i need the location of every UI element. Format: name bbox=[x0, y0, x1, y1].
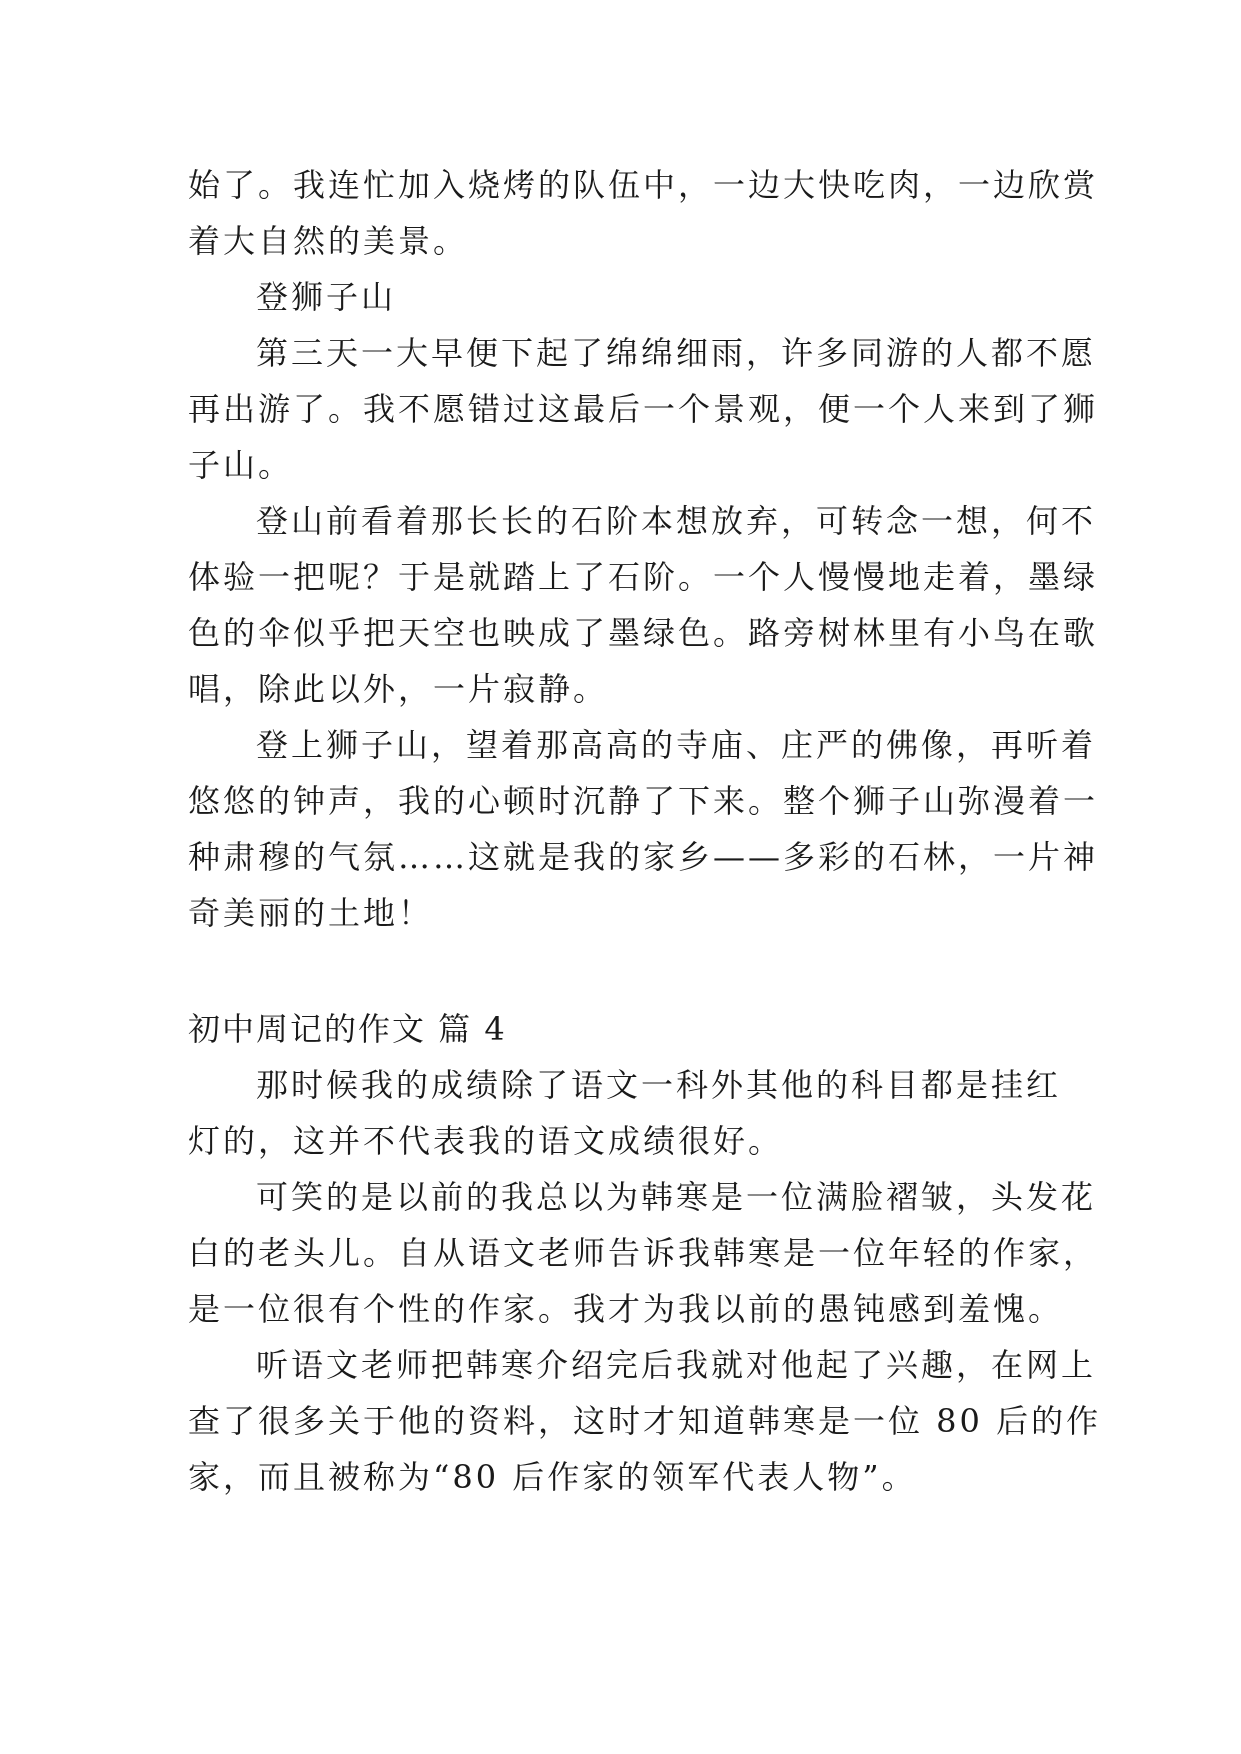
paragraph-line: 始了。我连忙加入烧烤的队伍中，一边大快吃肉，一边欣赏 bbox=[188, 166, 1099, 204]
paragraph-line: 登山前看着那长长的石阶本想放弃，可转念一想，何不 bbox=[256, 502, 1097, 540]
paragraph-line: 可笑的是以前的我总以为韩寒是一位满脸褶皱，头发花 bbox=[256, 1178, 1097, 1216]
paragraph-line: 唱，除此以外，一片寂静。 bbox=[188, 670, 609, 708]
paragraph-line: 听语文老师把韩寒介绍完后我就对他起了兴趣，在网上 bbox=[256, 1346, 1097, 1384]
paragraph-line: 查了很多关于他的资料，这时才知道韩寒是一位 80 后的作 bbox=[188, 1402, 1102, 1440]
paragraph-line: 着大自然的美景。 bbox=[188, 222, 469, 260]
paragraph-line: 种肃穆的气氛……这就是我的家乡——多彩的石林，一片神 bbox=[188, 838, 1099, 876]
document-page bbox=[188, 157, 1102, 1505]
paragraph-line: 色的伞似乎把天空也映成了墨绿色。路旁树林里有小鸟在歌 bbox=[188, 614, 1099, 652]
section-gap bbox=[188, 941, 1058, 1001]
subheading: 登狮子山 bbox=[256, 278, 397, 316]
paragraph-line: 悠悠的钟声，我的心顿时沉静了下来。整个狮子山弥漫着一 bbox=[188, 782, 1099, 820]
paragraph-line: 登上狮子山，望着那高高的寺庙、庄严的佛像，再听着 bbox=[256, 726, 1097, 764]
paragraph-line: 灯的，这并不代表我的语文成绩很好。 bbox=[188, 1122, 784, 1160]
paragraph-line: 子山。 bbox=[188, 446, 294, 484]
paragraph-line: 第三天一大早便下起了绵绵细雨，许多同游的人都不愿 bbox=[256, 334, 1097, 372]
paragraph-line: 体验一把呢？于是就踏上了石阶。一个人慢慢地走着，墨绿 bbox=[188, 558, 1099, 596]
paragraph-line: 是一位很有个性的作家。我才为我以前的愚钝感到羞愧。 bbox=[188, 1290, 1064, 1328]
paragraph-line: 再出游了。我不愿错过这最后一个景观，便一个人来到了狮 bbox=[188, 390, 1099, 428]
paragraph-line: 家，而且被称为“80 后作家的领军代表人物”。 bbox=[188, 1458, 917, 1496]
paragraph-line: 那时候我的成绩除了语文一科外其他的科目都是挂红 bbox=[256, 1066, 1062, 1104]
section-title: 初中周记的作文 篇 4 bbox=[188, 1010, 507, 1048]
paragraph-line: 白的老头儿。自从语文老师告诉我韩寒是一位年轻的作家， bbox=[188, 1234, 1099, 1272]
paragraph-line: 奇美丽的土地！ bbox=[188, 894, 434, 932]
